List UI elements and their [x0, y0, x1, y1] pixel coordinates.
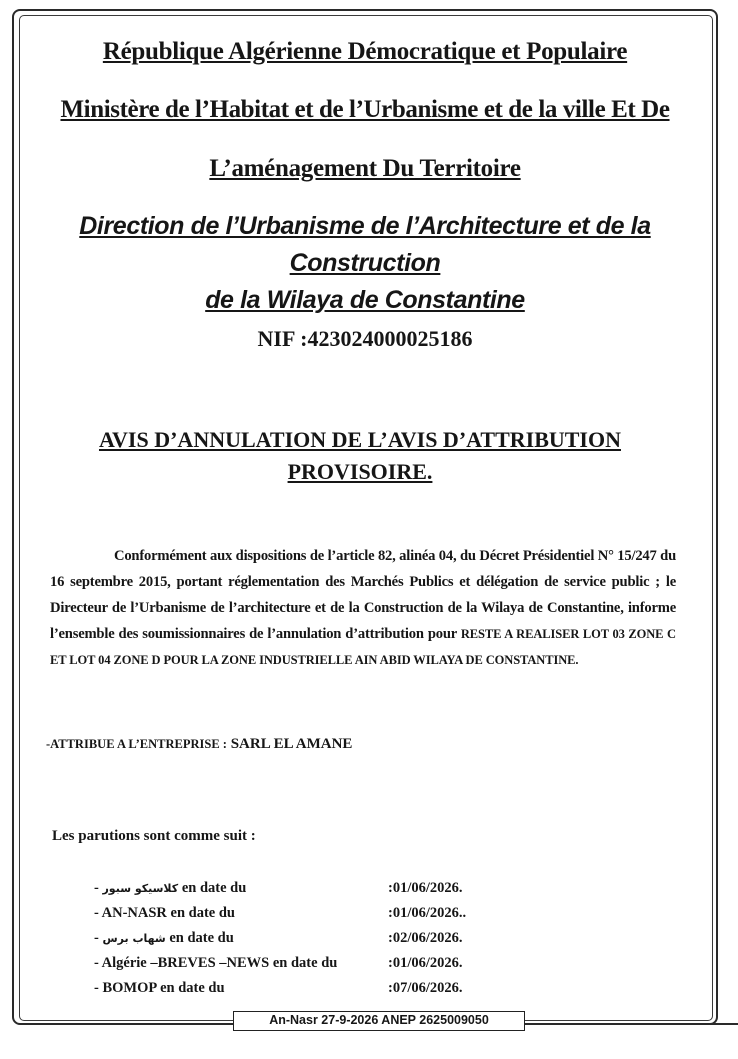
attribution-line: [46, 736, 352, 753]
publication-newspaper: Algérie –BREVES –NEWS: [101, 955, 270, 971]
attribution-company: SARL EL AMANE: [230, 736, 353, 752]
republic-title: République Algérienne Démocratique et Populaire: [102, 38, 628, 65]
attribution-label: -ATTRIBUE A L’ENTREPRISE :: [46, 737, 227, 751]
publication-row: [94, 955, 694, 977]
notice-object: RESTE A REALISER LOT 03 ZONE C ET LOT 04 ZONE D POUR LA ZONE INDUSTRIELLE AIN ABID WILAYA DE CONSTANTINE.: [50, 627, 676, 667]
publication-bullet: -: [94, 930, 103, 946]
notice-title: [60, 424, 660, 488]
publication-date-label: en date du: [181, 880, 247, 896]
direction-title: [20, 208, 710, 319]
publication-row: [94, 880, 694, 902]
publication-newspaper: شهاب برس: [102, 932, 166, 945]
publication-name: [94, 930, 234, 947]
publication-name: [94, 880, 246, 897]
publication-bullet: -: [94, 980, 103, 996]
parutions-heading: Les parutions sont comme suit :: [52, 828, 256, 844]
publication-row: [94, 980, 694, 1002]
direction-line-3: de la Wilaya de Constantine: [205, 286, 525, 314]
publication-date: :01/06/2026.: [388, 955, 463, 971]
publication-date-label: en date du: [160, 980, 225, 996]
ministry-title-continued: L’aménagement Du Territoire: [209, 155, 521, 182]
publication-date: :02/06/2026.: [388, 930, 463, 946]
notice-title-line-2: PROVISOIRE.: [287, 459, 433, 484]
publication-date: :01/06/2026.: [388, 880, 463, 896]
publication-date: :07/06/2026.: [388, 980, 463, 996]
publication-name: [94, 905, 235, 922]
direction-line-1: Direction de l’Urbanisme de l’Architecture et de la: [79, 212, 651, 240]
publication-newspaper: AN-NASR: [101, 905, 167, 921]
publication-row: [94, 930, 694, 952]
publication-bullet: -: [94, 955, 102, 971]
publication-newspaper: BOMOP: [102, 980, 157, 996]
publication-bullet: -: [94, 880, 103, 896]
publication-date-label: en date du: [170, 905, 235, 921]
publication-bullet: -: [94, 905, 102, 921]
anep-reference-box: An-Nasr 27-9-2026 ANEP 2625009050: [233, 1011, 525, 1031]
notice-paragraph: Conformément aux dispositions de l’article 82, alinéa 04, du Décret Présidentiel N° 15/247 du 16 septembre 2015, portant réglementation des Marchés Publics et délégation de service public ; le Directeur de l’Urbanisme de l’architecture et de la Construction de la Wilaya de Constantine, informe l’ensemble des soumissionnaires de l’annulation d’attribution pour: [50, 548, 676, 642]
publication-name: [94, 955, 337, 972]
publication-date-label: en date du: [272, 955, 338, 971]
nif-number: NIF :423024000025186: [257, 326, 473, 351]
notice-body: [50, 543, 676, 673]
notice-title-line-1: AVIS D’ANNULATION DE L’AVIS D’ATTRIBUTION: [98, 427, 621, 452]
ministry-title: Ministère de l’Habitat et de l’Urbanisme et de la ville Et De: [60, 96, 670, 123]
direction-line-2: Construction: [289, 249, 441, 277]
publication-date-label: en date du: [169, 930, 234, 946]
publication-date: :01/06/2026..: [388, 905, 467, 921]
publication-row: [94, 905, 694, 927]
publication-newspaper: كلاسيكو سبور: [102, 882, 179, 895]
publication-name: [94, 980, 225, 997]
